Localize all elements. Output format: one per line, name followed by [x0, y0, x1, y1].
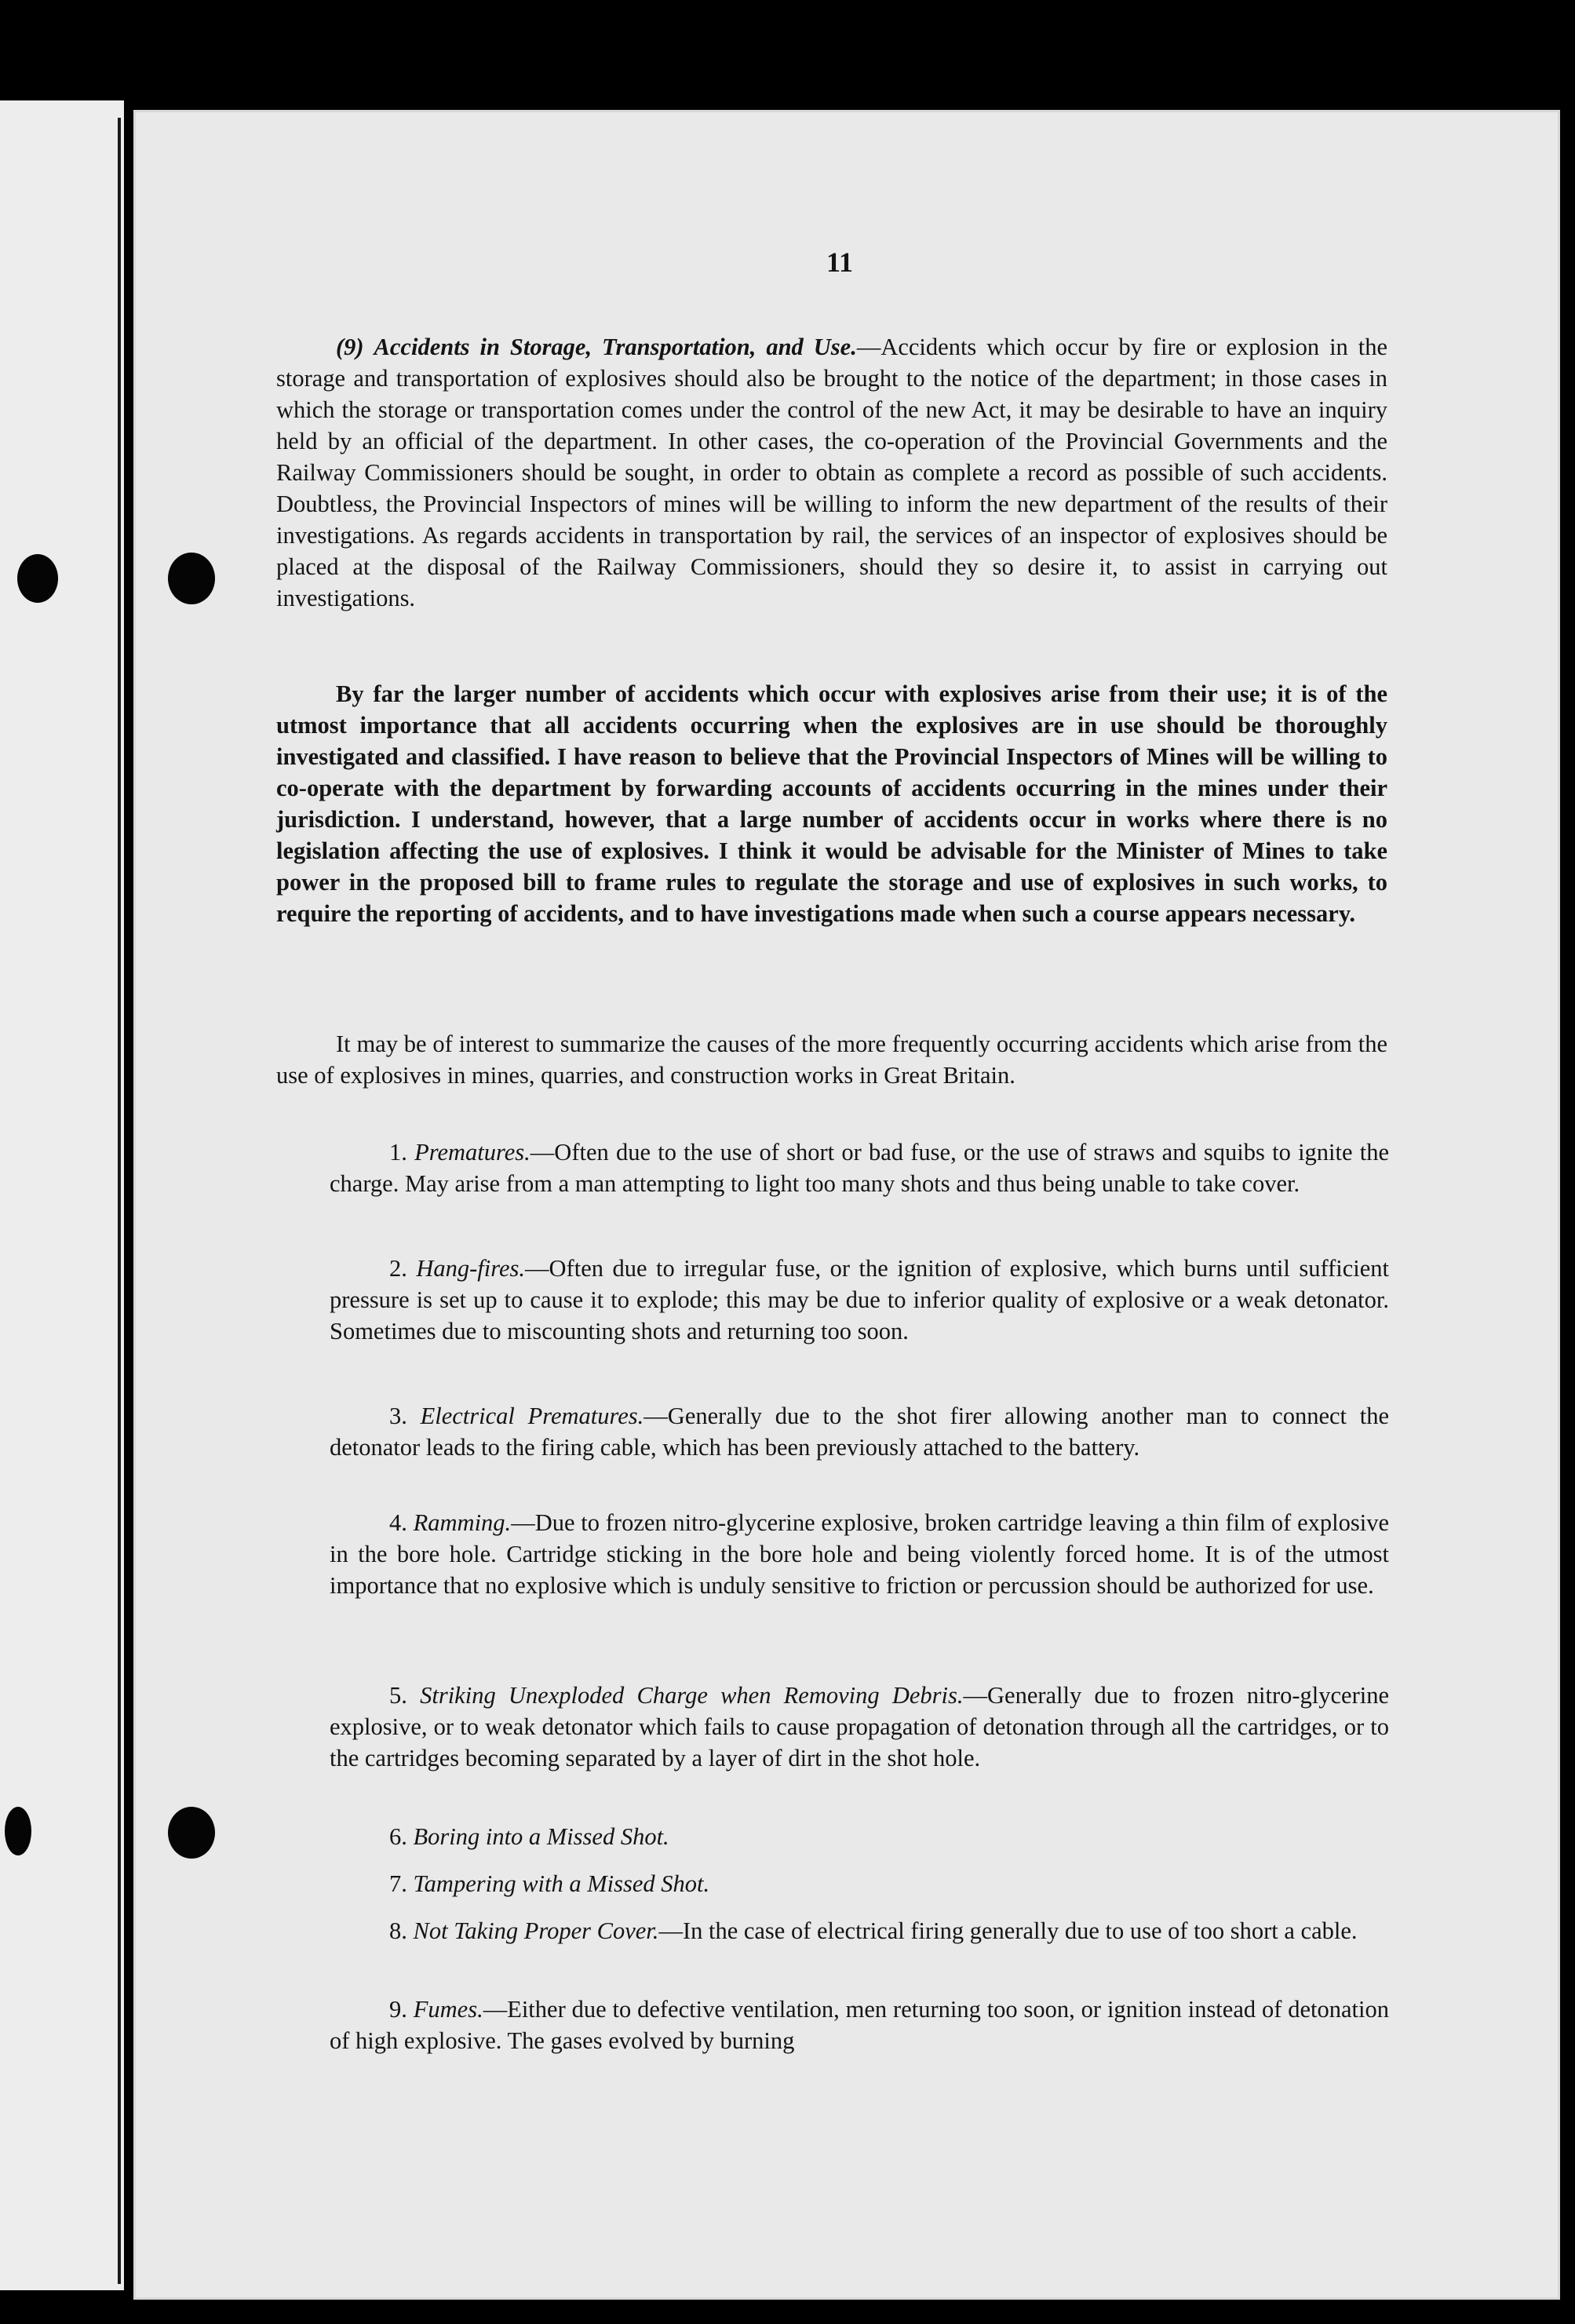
punch-hole-left-top [17, 554, 58, 603]
section-9-paragraph [276, 331, 1387, 614]
section-9-heading: Accidents in Storage, Transportation, and Use. [374, 334, 857, 360]
cause-number: 2. [389, 1255, 407, 1282]
cause-text: —Generally due to the shot firer allowing another man to connect the detonator leads to the firing cable, which has been previously attached to the battery. [330, 1403, 1390, 1461]
left-page-fold [118, 118, 121, 2284]
paragraph-summary: It may be of interest to summarize the causes of the more frequently occurring accidents which arise from the use of explosives in mines, quarries, and construction works in Great Britain. [276, 1031, 1387, 1089]
cause-text: —Often due to the use of short or bad fuse, or the use of straws and squibs to ignite the charge. May arise from a man attempting to light too many shots and thus being unable to take cover. [330, 1139, 1390, 1197]
cause-title: Fumes. [413, 1996, 483, 2023]
cause-text: —Often due to irregular fuse, or the ignition of explosive, which burns until sufficient pressure is set up to cause it to explode; this may be due to inferior quality of explosive or a weak detonator. Sometimes due to miscounting shots and returning too soon. [330, 1255, 1389, 1344]
cause-text: —Generally due to frozen nitro-glycerine explosive, or to weak detonator which fails to cause propagation of detonation through all the cartridges, or to the cartridges becoming separated by a layer of dirt in the shot hole. [330, 1682, 1390, 1771]
cause-item-9 [330, 1994, 1389, 2056]
punch-hole-right-bottom [168, 1807, 215, 1859]
cause-item-8 [330, 1915, 1389, 1946]
cause-item-7 [330, 1868, 1389, 1899]
cause-title: Not Taking Proper Cover. [413, 1917, 659, 1944]
cause-title: Boring into a Missed Shot. [413, 1823, 669, 1850]
cause-item-1 [330, 1136, 1389, 1199]
cause-title: Prematures. [414, 1139, 530, 1166]
cause-item-6 [330, 1821, 1389, 1852]
punch-hole-right-top [168, 553, 215, 604]
cause-item-4 [330, 1507, 1389, 1601]
cause-number: 4. [389, 1509, 407, 1536]
cause-number: 1. [389, 1139, 407, 1166]
cause-title: Hang-fires. [416, 1255, 526, 1282]
cause-number: 8. [389, 1917, 407, 1944]
cause-title: Ramming. [413, 1509, 512, 1536]
section-9-text: —Accidents which occur by fire or explosion in the storage and transportation of explosives should also be brought to the notice of the department; in those cases in which the storage or transportation comes under the control of the new Act, it may be desirable to have an inquiry held by an official of the department. In other cases, the co-operation of the Provincial Governments and the Railway Commissioners should be sought, in order to obtain as complete a record as possible of such accidents. Doubtless, the Provincial Inspectors of mines will be willing to inform the new department of the results of their investigations. As regards accidents in transportation by rail, the services of an inspector of explosives should be placed at the disposal of the Railway Commissioners, should they so desire it, to assist in carrying out investigations. [276, 334, 1388, 611]
section-9-number: (9) [336, 334, 364, 360]
cause-text: —Due to frozen nitro-glycerine explosive, broken cartridge leaving a thin film of explosive in the bore hole. Cartridge sticking in the bore hole and being violently forced home. It is of the utmost importance that no explosive which is unduly sensitive to friction or percussion should be authorized for use. [330, 1509, 1389, 1599]
left-page-edge [0, 100, 124, 2290]
cause-title: Electrical Prematures. [420, 1403, 644, 1429]
paragraph-use: By far the larger number of accidents which occur with explosives arise from their use; it is of the utmost importance that all accidents occurring when the explosives are in use should be thoroughly investigated and classified. I have reason to believe that the Provincial Inspectors of Mines will be willing to co-operate with the department by forwarding accounts of accidents occurring in the mines under their jurisdiction. I understand, however, that a large number of accidents occur in works where there is no legislation affecting the use of explosives. I think it would be advisable for the Minister of Mines to take power in the proposed bill to frame rules to regulate the storage and use of explosives in such works, to require the reporting of accidents, and to have investigations made when such a course appears necessary. [276, 680, 1387, 927]
cause-title: Striking Unexploded Charge when Removing Debris. [420, 1682, 964, 1709]
page-number: 11 [826, 246, 853, 278]
cause-number: 9. [389, 1996, 407, 2023]
cause-number: 6. [389, 1823, 407, 1850]
cause-item-3 [330, 1400, 1389, 1463]
cause-text: —Either due to defective ventilation, men returning too soon, or ignition instead of detonation of high explosive. The gases evolved by burning [330, 1996, 1390, 2054]
cause-number: 5. [389, 1682, 407, 1709]
cause-item-5 [330, 1680, 1389, 1774]
cause-text: —In the case of electrical firing generally due to use of too short a cable. [658, 1917, 1358, 1944]
cause-item-2 [330, 1253, 1389, 1347]
cause-number: 7. [389, 1870, 407, 1897]
cause-number: 3. [389, 1403, 407, 1429]
cause-title: Tampering with a Missed Shot. [413, 1870, 710, 1897]
punch-hole-left-bottom [5, 1807, 31, 1855]
